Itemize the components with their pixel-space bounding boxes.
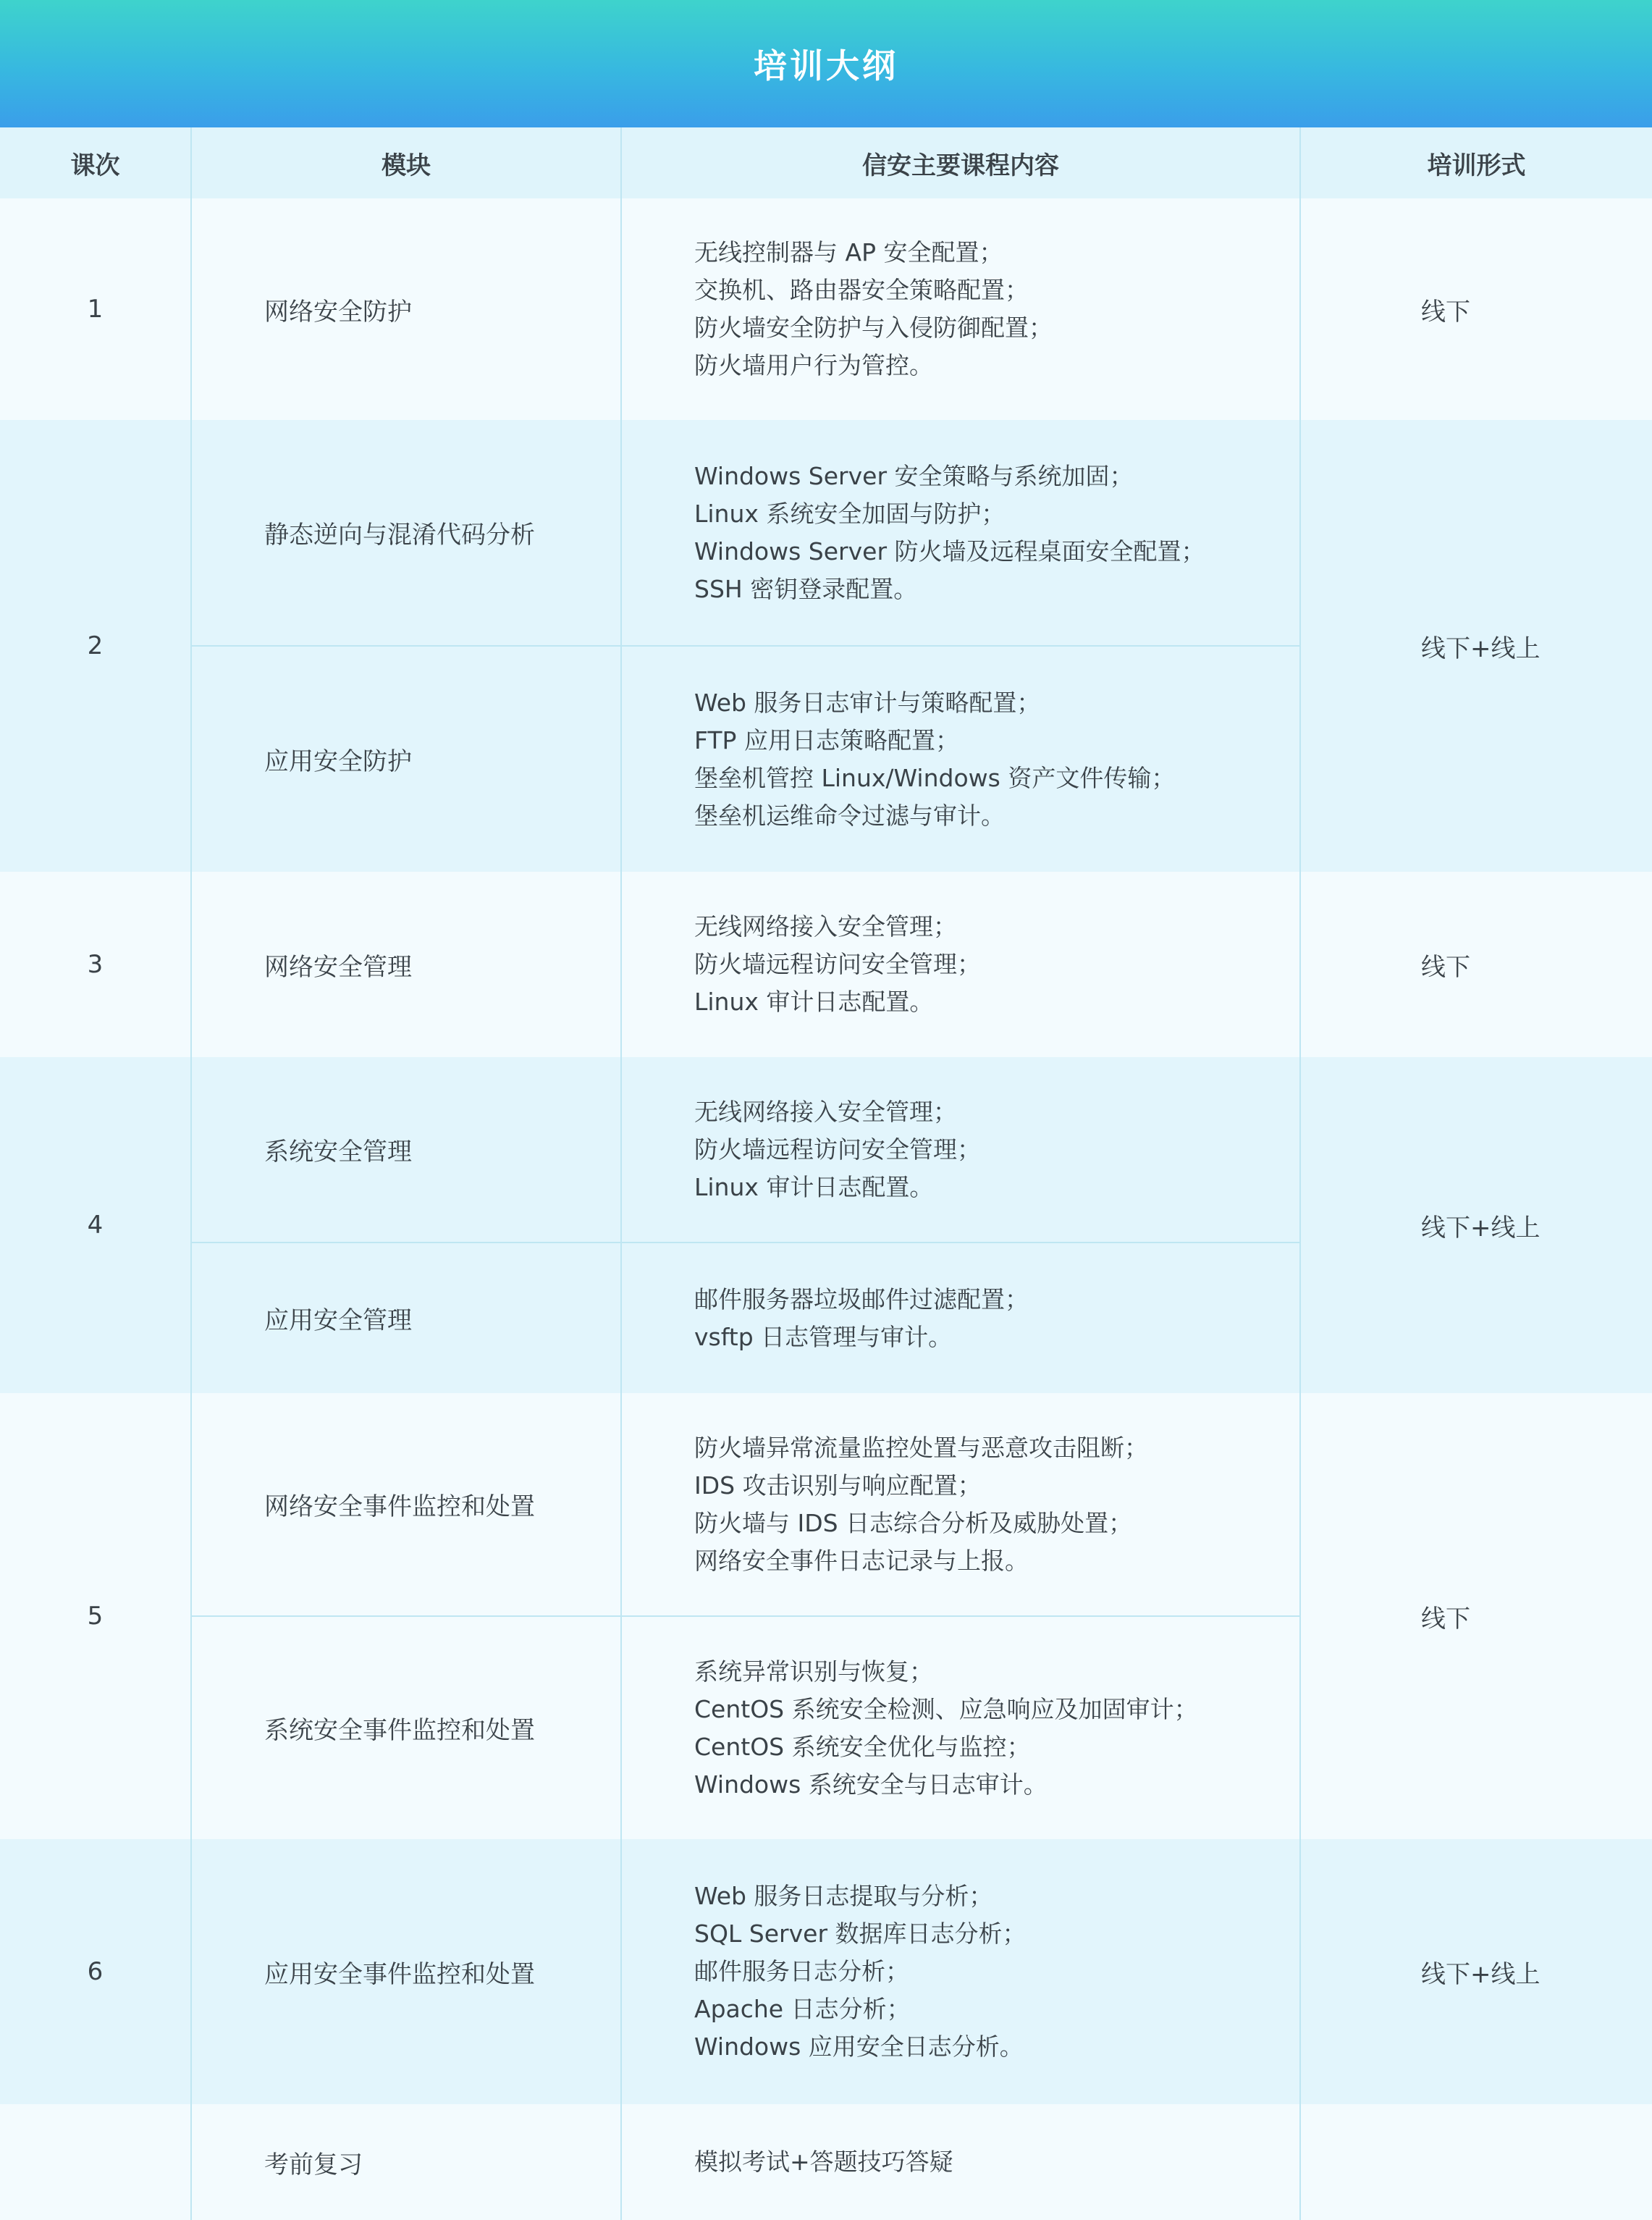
content-line: 堡垒机运维命令过滤与审计。: [694, 801, 1005, 830]
table-row: [0, 198, 1652, 420]
content-line: Windows Server 防火墙及远程桌面安全配置；: [694, 537, 1205, 565]
content-line: 堡垒机管控 Linux/Windows 资产文件传输；: [694, 763, 1176, 792]
module-name: 网络安全防护: [191, 198, 621, 420]
content-line: 交换机、路由器安全策略配置；: [694, 276, 1029, 304]
course-content: [621, 1243, 1300, 1393]
content-line: Linux 系统安全加固与防护；: [694, 499, 1006, 528]
content-line: Linux 审计日志配置。: [694, 1172, 934, 1201]
content-line: 模拟考试+答题技巧答疑: [694, 2148, 953, 2176]
content-line: Windows 应用安全日志分析。: [694, 2032, 1024, 2061]
content-line: Linux 审计日志配置。: [694, 988, 934, 1016]
lesson-number: 2: [0, 420, 191, 872]
content-line: SQL Server 数据库日志分析；: [694, 1920, 1027, 1948]
page-title: 培训大纲: [754, 46, 898, 85]
content-line: Windows 系统安全与日志审计。: [694, 1770, 1048, 1799]
content-line: Web 服务日志提取与分析；: [694, 1882, 993, 1910]
header-content: 信安主要课程内容: [621, 127, 1300, 198]
content-line: 邮件服务日志分析；: [694, 1957, 909, 1985]
course-content: [621, 1616, 1300, 1839]
content-line: 无线网络接入安全管理；: [694, 912, 957, 941]
module-name: 考前复习: [191, 2104, 621, 2220]
course-content: [621, 1839, 1300, 2104]
course-content: [621, 198, 1300, 420]
content-line: CentOS 系统安全优化与监控；: [694, 1732, 1031, 1761]
course-content: [621, 2104, 1300, 2220]
module-name: 应用安全管理: [191, 1243, 621, 1393]
module-name: 系统安全事件监控和处置: [191, 1616, 621, 1839]
training-format: [1300, 2104, 1652, 2220]
content-line: Apache 日志分析；: [694, 1995, 911, 2023]
training-format: 线下: [1300, 1393, 1652, 1839]
lesson-number: [0, 2104, 191, 2220]
training-format: 线下+线上: [1300, 1839, 1652, 2104]
course-content: [621, 872, 1300, 1057]
content-line: SSH 密钥登录配置。: [694, 574, 918, 603]
training-format: 线下: [1300, 872, 1652, 1057]
table-row: [0, 872, 1652, 1057]
content-line: 系统异常识别与恢复；: [694, 1657, 933, 1686]
course-content: [621, 420, 1300, 646]
table-header-row: [0, 127, 1652, 198]
lesson-number: 4: [0, 1057, 191, 1393]
lesson-number: 3: [0, 872, 191, 1057]
course-content: [621, 646, 1300, 872]
content-line: 无线控制器与 AP 安全配置；: [694, 238, 1003, 266]
content-line: CentOS 系统安全检测、应急响应及加固审计；: [694, 1694, 1198, 1723]
content-line: 防火墙异常流量监控处置与恶意攻击阻断；: [694, 1433, 1148, 1462]
table-row: [0, 1839, 1652, 2104]
module-name: 静态逆向与混淆代码分析: [191, 420, 621, 646]
content-line: 防火墙远程访问安全管理；: [694, 950, 981, 978]
content-line: IDS 攻击识别与响应配置；: [694, 1471, 982, 1500]
lesson-number: 1: [0, 198, 191, 420]
content-line: FTP 应用日志策略配置；: [694, 726, 959, 754]
module-name: 系统安全管理: [191, 1057, 621, 1243]
content-line: 防火墙安全防护与入侵防御配置；: [694, 314, 1053, 342]
content-line: Windows Server 安全策略与系统加固；: [694, 461, 1134, 490]
content-line: 邮件服务器垃圾邮件过滤配置；: [694, 1285, 1029, 1313]
training-format: 线下+线上: [1300, 420, 1652, 872]
module-name: 网络安全管理: [191, 872, 621, 1057]
module-name: 网络安全事件监控和处置: [191, 1393, 621, 1616]
table-row: [0, 420, 1652, 646]
course-content: [621, 1057, 1300, 1243]
content-line: 无线网络接入安全管理；: [694, 1097, 957, 1126]
table-row: [0, 1057, 1652, 1243]
module-name: 应用安全事件监控和处置: [191, 1839, 621, 2104]
lesson-number: 6: [0, 1839, 191, 2104]
module-name: 应用安全防护: [191, 646, 621, 872]
table-row: [0, 2104, 1652, 2220]
training-format: 线下: [1300, 198, 1652, 420]
lesson-number: 5: [0, 1393, 191, 1839]
content-line: 防火墙用户行为管控。: [694, 351, 933, 379]
header-lesson: 课次: [0, 127, 191, 198]
content-line: 防火墙远程访问安全管理；: [694, 1135, 981, 1164]
content-line: 网络安全事件日志记录与上报。: [694, 1546, 1029, 1575]
title-banner: [0, 0, 1652, 127]
table-row: [0, 1393, 1652, 1616]
header-format: 培训形式: [1300, 127, 1652, 198]
header-module: 模块: [191, 127, 621, 198]
content-line: vsftp 日志管理与审计。: [694, 1322, 953, 1351]
training-outline-table: [0, 127, 1652, 2220]
content-line: 防火墙与 IDS 日志综合分析及威胁处置；: [694, 1508, 1133, 1537]
course-content: [621, 1393, 1300, 1616]
content-line: Web 服务日志审计与策略配置；: [694, 688, 1041, 717]
training-format: 线下+线上: [1300, 1057, 1652, 1393]
